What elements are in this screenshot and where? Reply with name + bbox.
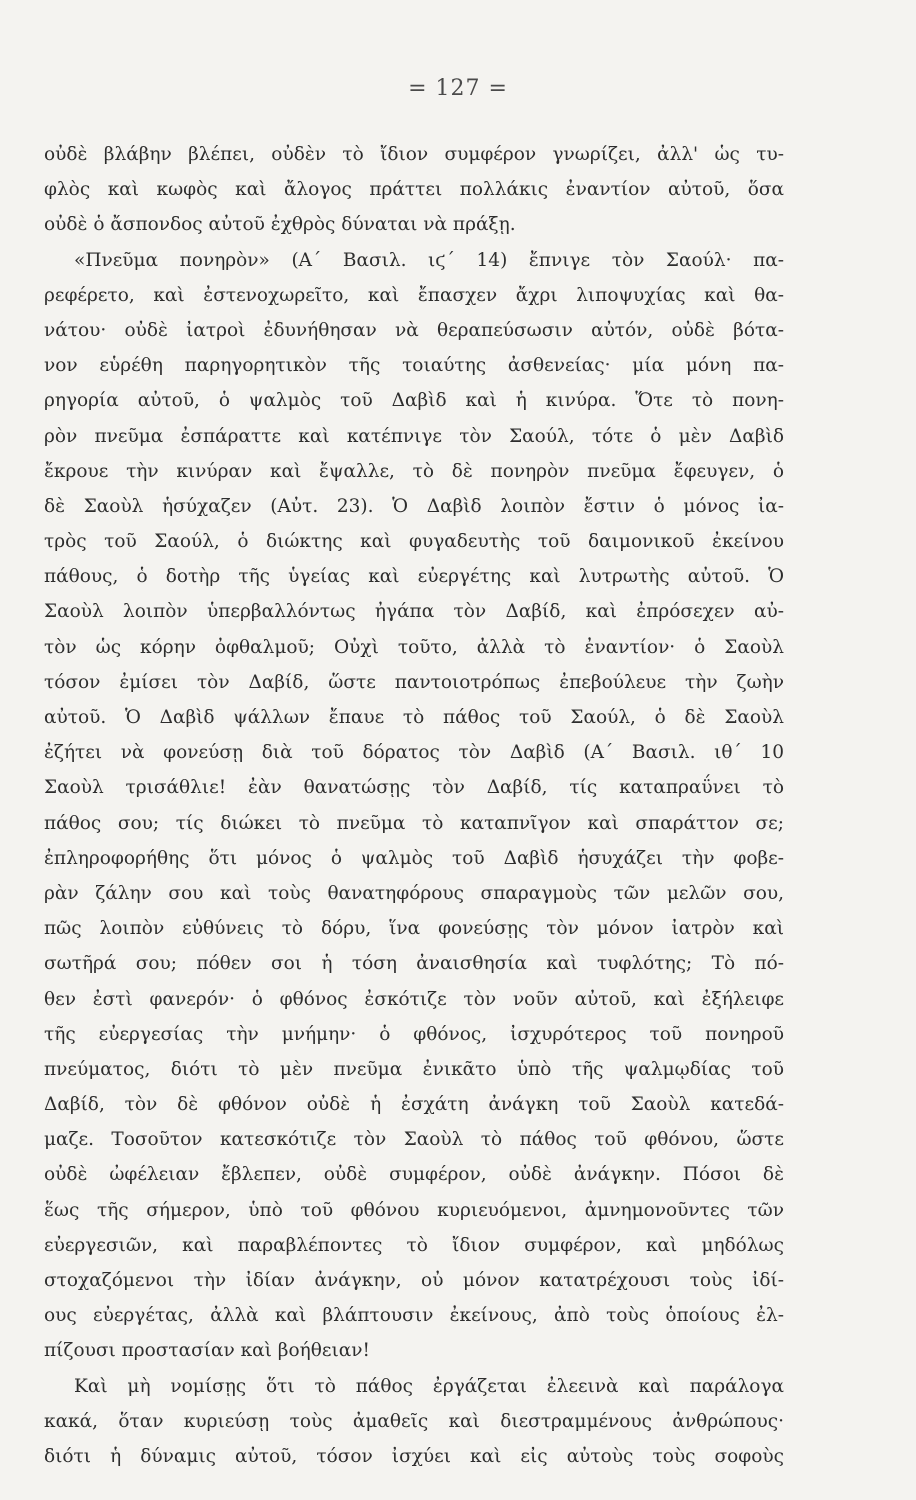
text-line: «Πνεῦμα πονηρὸν» (Α΄ Βασιλ. ιϛ΄ 14) ἔπνιγε τὸν Σαούλ· πα- bbox=[74, 249, 784, 271]
text-line: τρὸς τοῦ Σαούλ, ὁ διώκτης καὶ φυγαδευτὴς τοῦ δαιμονικοῦ ἐκείνου bbox=[44, 531, 784, 553]
text-line: πάθους, ὁ δοτὴρ τῆς ὑγείας καὶ εὐεργέτης καὶ λυτρωτὴς αὐτοῦ. Ὁ bbox=[44, 566, 784, 588]
text-line: νον εὑρέθη παρηγορητικὸν τῆς τοιαύτης ἀσθενείας· μία μόνη πα- bbox=[44, 355, 784, 377]
text-line: νάτου· οὐδὲ ἰατροὶ ἐδυνήθησαν νὰ θεραπεύσωσιν αὐτόν, οὐδὲ βότα- bbox=[44, 319, 784, 341]
text-line: στοχαζόμενοι τὴν ἰδίαν ἀνάγκην, οὐ μόνον κατατρέχουσι τοὺς ἰδί- bbox=[44, 1270, 784, 1291]
text-line: πίζουσι προστασίαν καὶ βοήθειαν! bbox=[44, 1340, 370, 1362]
text-line: Δαβίδ, τὸν δὲ φθόνον οὐδὲ ἡ ἐσχάτη ἀνάγκη τοῦ Σαοὺλ κατεδά- bbox=[44, 1094, 784, 1116]
text-line: ρηγορία αὐτοῦ, ὁ ψαλμὸς τοῦ Δαβὶδ καὶ ἡ κινύρα. Ὅτε τὸ πονη- bbox=[44, 390, 784, 412]
text-line: πνεύματος, διότι τὸ μὲν πνεῦμα ἐνικᾶτο ὑπὸ τῆς ψαλμῳδίας τοῦ bbox=[44, 1058, 784, 1080]
text-line: ἐπληροφορήθης ὅτι μόνος ὁ ψαλμὸς τοῦ Δαβὶδ ἡσυχάζει τὴν φοβε- bbox=[44, 847, 784, 869]
text-line: αὐτοῦ. Ὁ Δαβὶδ ψάλλων ἔπαυε τὸ πάθος τοῦ Σαούλ, ὁ δὲ Σαοὺλ bbox=[44, 707, 784, 728]
text-line: εὐεργεσιῶν, καὶ παραβλέποντες τὸ ἴδιον συμφέρον, καὶ μηδόλως bbox=[44, 1234, 784, 1256]
text-line: κακά, ὅταν κυριεύσῃ τοὺς ἀμαθεῖς καὶ διεστραμμένους ἀνθρώπους· bbox=[44, 1410, 784, 1432]
text-line: τόσον ἐμίσει τὸν Δαβίδ, ὥστε παντοιοτρόπως ἐπεβούλευε τὴν ζωὴν bbox=[44, 671, 784, 693]
text-line: πῶς λοιπὸν εὐθύνεις τὸ δόρυ, ἵνα φονεύσῃς τὸν μόνον ἰατρὸν καὶ bbox=[44, 918, 784, 940]
text-line: Σαοὺλ λοιπὸν ὑπερβαλλόντως ἠγάπα τὸν Δαβίδ, καὶ ἐπρόσεχεν αὐ- bbox=[44, 601, 784, 623]
text-line: ἕως τῆς σήμερον, ὑπὸ τοῦ φθόνου κυριευόμενοι, ἀμνημονοῦντες τῶν bbox=[44, 1199, 784, 1221]
body-text bbox=[44, 137, 784, 1474]
text-line: πάθος σου; τίς διώκει τὸ πνεῦμα τὸ καταπνῖγον καὶ σπαράττον σε; bbox=[44, 812, 784, 834]
text-line: οὐδὲ ὁ ἄσπονδος αὐτοῦ ἐχθρὸς δύναται νὰ πράξῃ. bbox=[44, 214, 516, 236]
text-line: μαζε. Τοσοῦτον κατεσκότιζε τὸν Σαοὺλ τὸ πάθος τοῦ φθόνου, ὥστε bbox=[44, 1129, 784, 1151]
text-line: τὸν ὡς κόρην ὀφθαλμοῦ; Οὐχὶ τοῦτο, ἀλλὰ τὸ ἐναντίον· ὁ Σαοὺλ bbox=[44, 636, 784, 658]
text-line: τῆς εὐεργεσίας τὴν μνήμην· ὁ φθόνος, ἰσχυρότερος τοῦ πονηροῦ bbox=[44, 1023, 784, 1045]
text-line: ρεφέρετο, καὶ ἐστενοχωρεῖτο, καὶ ἔπασχεν ἄχρι λιποψυχίας καὶ θα- bbox=[44, 284, 784, 306]
text-line: ρὰν ζάλην σου καὶ τοὺς θανατηφόρους σπαραγμοὺς τῶν μελῶν σου, bbox=[44, 882, 784, 904]
text-line: διότι ἡ δύναμις αὐτοῦ, τόσον ἰσχύει καὶ εἰς αὐτοὺς τοὺς σοφοὺς bbox=[44, 1445, 784, 1467]
text-line: οὐδὲ ὠφέλειαν ἔβλεπεν, οὐδὲ συμφέρον, οὐδὲ ἀνάγκην. Πόσοι δὲ bbox=[44, 1164, 784, 1186]
text-line: σωτῆρά σου; πόθεν σοι ἡ τόση ἀναισθησία καὶ τυφλότης; Τὸ πό- bbox=[44, 953, 784, 975]
text-line: ρὸν πνεῦμα ἐσπάραττε καὶ κατέπνιγε τὸν Σαούλ, τότε ὁ μὲν Δαβὶδ bbox=[44, 425, 784, 447]
text-line: ἐζήτει νὰ φονεύσῃ διὰ τοῦ δόρατος τὸν Δαβὶδ (Α΄ Βασιλ. ιθ΄ 10 bbox=[44, 742, 784, 764]
text-line: φλὸς καὶ κωφὸς καὶ ἄλογος πράττει πολλάκις ἐναντίον αὐτοῦ, ὅσα bbox=[44, 179, 784, 201]
text-line: θεν ἐστὶ φανερόν· ὁ φθόνος ἐσκότιζε τὸν νοῦν αὐτοῦ, καὶ ἐξήλειφε bbox=[44, 988, 784, 1010]
page-number: = 127 = bbox=[408, 76, 508, 101]
text-line: δὲ Σαοὺλ ἡσύχαζεν (Αὐτ. 23). Ὁ Δαβὶδ λοιπὸν ἔστιν ὁ μόνος ἰα- bbox=[44, 495, 784, 517]
text-line: ἔκρουε τὴν κινύραν καὶ ἔψαλλε, τὸ δὲ πονηρὸν πνεῦμα ἔφευγεν, ὁ bbox=[44, 460, 784, 482]
text-line: Σαοὺλ τρισάθλιε! ἐὰν θανατώσῃς τὸν Δαβίδ, τίς καταπραΰνει τὸ bbox=[44, 777, 784, 799]
text-line: οὐδὲ βλάβην βλέπει, οὐδὲν τὸ ἴδιον συμφέρον γνωρίζει, ἀλλ' ὡς τυ- bbox=[44, 144, 784, 165]
text-line: Καὶ μὴ νομίσῃς ὅτι τὸ πάθος ἐργάζεται ἐλεεινὰ καὶ παράλογα bbox=[74, 1375, 784, 1397]
text-line: ους εὐεργέτας, ἀλλὰ καὶ βλάπτουσιν ἐκείνους, ἀπὸ τοὺς ὁποίους ἐλ- bbox=[44, 1305, 784, 1327]
